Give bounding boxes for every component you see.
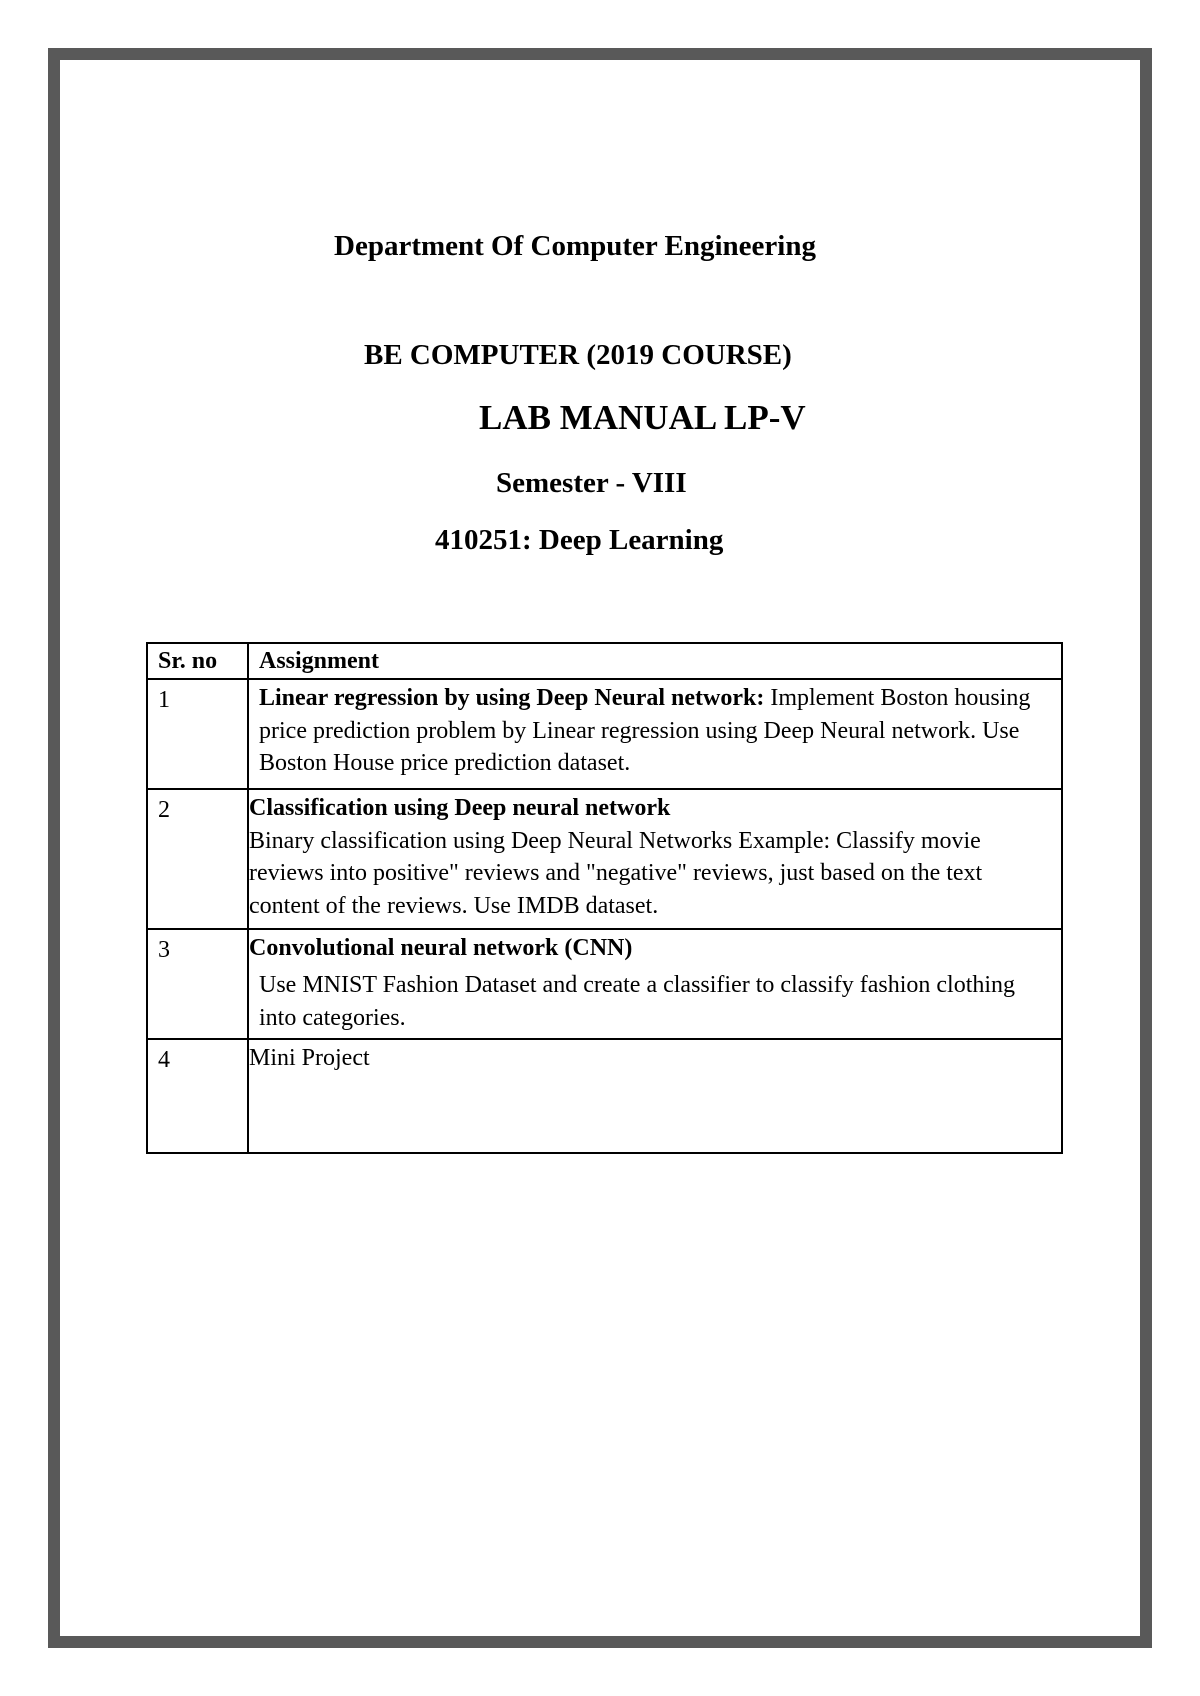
assignment-cell bbox=[248, 929, 1062, 1039]
department-heading: Department Of Computer Engineering bbox=[334, 230, 816, 262]
assignment-cell bbox=[248, 1039, 1062, 1153]
assignment-description: Binary classification using Deep Neural Networks Example: Classify movie reviews into positive" reviews and "negative" reviews, just based on the text content of the reviews. Use IMDB dataset. bbox=[249, 827, 983, 919]
assignment-cell bbox=[248, 679, 1062, 789]
table-row bbox=[147, 789, 1062, 929]
subject-heading: 410251: Deep Learning bbox=[435, 524, 724, 556]
column-header-sr-no: Sr. no bbox=[147, 643, 248, 679]
assignment-table bbox=[146, 642, 1063, 1154]
table-row bbox=[147, 1039, 1062, 1153]
assignment-title: Linear regression by using Deep Neural network: bbox=[259, 685, 765, 712]
table-row bbox=[147, 929, 1062, 1039]
row-number: 4 bbox=[147, 1039, 248, 1153]
assignment-description: Use MNIST Fashion Dataset and create a classifier to classify fashion clothing into categories. bbox=[259, 971, 1016, 1032]
row-number: 1 bbox=[147, 679, 248, 789]
assignment-description: Mini Project bbox=[249, 1045, 370, 1072]
table-header-row bbox=[147, 643, 1062, 679]
assignment-description: Implement Boston housing price prediction problem by Linear regression using Deep Neural network. Use Boston House price prediction dataset. bbox=[259, 685, 1031, 777]
assignment-title: Classification using Deep neural network bbox=[249, 795, 671, 822]
semester-heading: Semester - VIII bbox=[496, 467, 687, 499]
table-row bbox=[147, 679, 1062, 789]
assignment-title: Convolutional neural network (CNN) bbox=[249, 935, 633, 962]
row-number: 2 bbox=[147, 789, 248, 929]
course-heading: BE COMPUTER (2019 COURSE) bbox=[364, 339, 792, 371]
lab-manual-title: LAB MANUAL LP-V bbox=[479, 398, 806, 437]
assignment-cell bbox=[248, 789, 1062, 929]
column-header-assignment: Assignment bbox=[248, 643, 1062, 679]
row-number: 3 bbox=[147, 929, 248, 1039]
